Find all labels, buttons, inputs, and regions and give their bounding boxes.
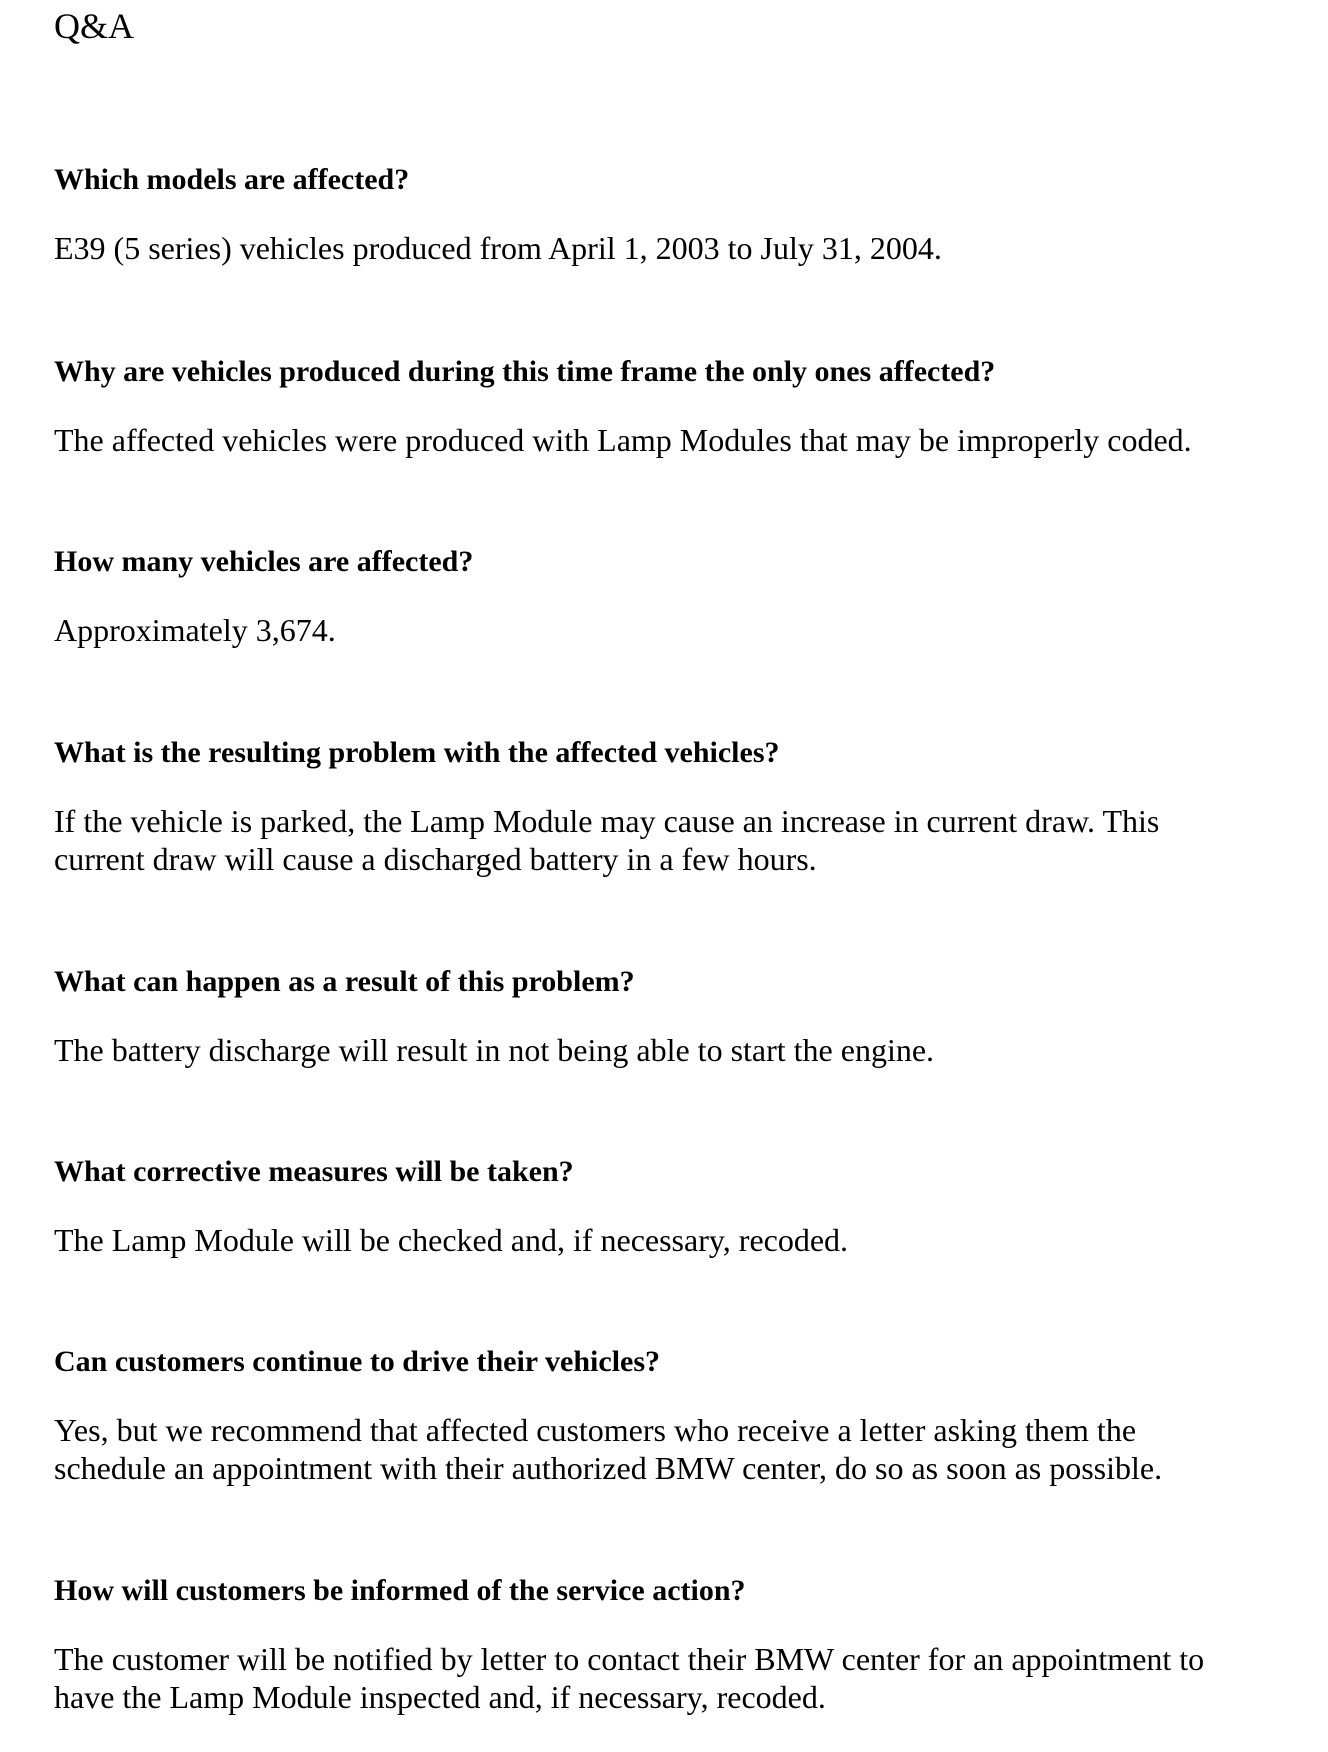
question-heading: How will customers be informed of the service action? [54, 1574, 746, 1607]
question-heading: What can happen as a result of this problem? [54, 965, 635, 998]
qa-item [54, 1572, 1294, 1716]
question-heading: What is the resulting problem with the affected vehicles? [54, 736, 780, 769]
answer-text [54, 802, 1294, 878]
question-heading: What corrective measures will be taken? [54, 1155, 574, 1188]
qa-item [54, 353, 1294, 459]
answer-text [54, 1411, 1294, 1487]
question-heading: Which models are affected? [54, 163, 410, 196]
answer-line: Yes, but we recommend that affected customers who receive a letter asking them the [54, 1412, 1137, 1448]
qa-item [54, 1343, 1294, 1487]
answer-line: have the Lamp Module inspected and, if necessary, recoded. [54, 1679, 826, 1715]
answer-text: The battery discharge will result in not being able to start the engine. [54, 1032, 935, 1068]
qa-item [54, 963, 1294, 1069]
answer-text: The Lamp Module will be checked and, if necessary, recoded. [54, 1222, 849, 1258]
answer-line: current draw will cause a discharged battery in a few hours. [54, 841, 817, 877]
answer-line: schedule an appointment with their authorized BMW center, do so as soon as possible. [54, 1450, 1163, 1486]
answer-line: The customer will be notified by letter to contact their BMW center for an appointment to [54, 1641, 1205, 1677]
question-heading: Why are vehicles produced during this time frame the only ones affected? [54, 355, 996, 388]
answer-text [54, 1640, 1294, 1716]
question-heading: How many vehicles are affected? [54, 545, 474, 578]
page-title: Q&A [54, 6, 134, 46]
question-heading: Can customers continue to drive their vehicles? [54, 1345, 661, 1378]
answer-line: If the vehicle is parked, the Lamp Module may cause an increase in current draw. This [54, 803, 1160, 839]
answer-text: The affected vehicles were produced with Lamp Modules that may be improperly coded. [54, 422, 1192, 458]
qa-item [54, 543, 1294, 649]
qa-item [54, 1153, 1294, 1259]
qa-item [54, 734, 1294, 878]
answer-text: Approximately 3,674. [54, 612, 336, 648]
answer-text: E39 (5 series) vehicles produced from April 1, 2003 to July 31, 2004. [54, 230, 942, 266]
qa-item [54, 161, 1294, 267]
